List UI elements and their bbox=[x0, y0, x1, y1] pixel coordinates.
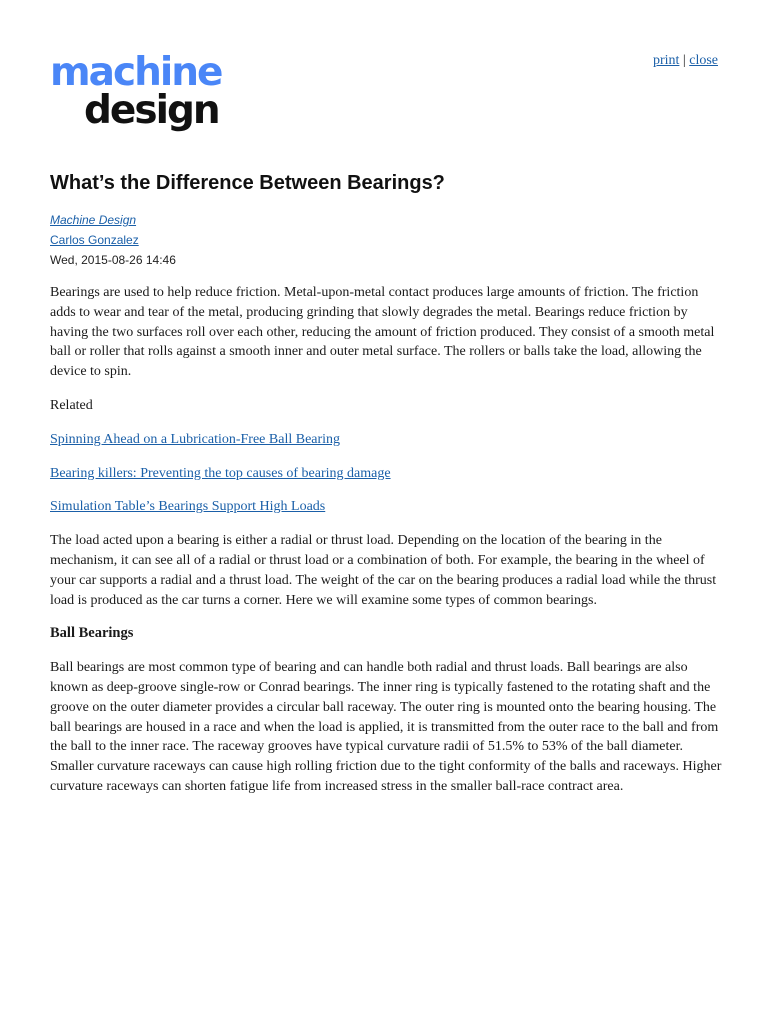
related-label: Related bbox=[50, 397, 93, 413]
related-item bbox=[50, 464, 722, 484]
logo-word-design: design bbox=[84, 88, 219, 133]
related-item bbox=[50, 430, 722, 450]
print-link[interactable]: print bbox=[652, 53, 680, 68]
machine-design-logo bbox=[50, 52, 220, 144]
load-paragraph: The load acted upon a bearing is either a radial or thrust load. Depending on the location of the bearing in the mechanism, it can see all of a radial or thrust load or a combination of both. For example, the bearing in the wheel of your car supports a radial and a thrust load. The weight of the car on the bearing produces a radial load while the thrust load is produced as the car turns a corner. Here we will examine some types of common bearings. bbox=[50, 533, 717, 608]
related-link-bearing-killers[interactable]: Bearing killers: Preventing the top causes of bearing damage bbox=[50, 465, 391, 481]
intro-paragraph: Bearings are used to help reduce friction. Metal-upon-metal contact produces large amounts of friction. The friction adds to wear and tear of the metal, producing grinding that slowly degrades the metal. Bearings reduce friction by having the two surfaces roll over each other, reducing the amount of friction produced. They consist of a smooth metal ball or roller that rolls against a smooth inner and outer metal surface. The rollers or balls take the load, allowing the device to spin. bbox=[50, 285, 715, 380]
print-close-links bbox=[653, 53, 718, 69]
publish-date: Wed, 2015-08-26 14:46 bbox=[50, 253, 176, 267]
source-link[interactable]: Machine Design bbox=[50, 213, 137, 227]
related-link-lubrication-free[interactable]: Spinning Ahead on a Lubrication-Free Ball Bearing bbox=[50, 431, 341, 447]
article-title: What’s the Difference Between Bearings? bbox=[50, 172, 445, 194]
article-body bbox=[50, 283, 722, 811]
section-heading-ball-bearings: Ball Bearings bbox=[50, 625, 134, 642]
article-meta bbox=[50, 210, 176, 270]
related-item bbox=[50, 497, 722, 517]
related-link-simulation-table[interactable]: Simulation Table’s Bearings Support High Loads bbox=[50, 499, 326, 515]
author-link[interactable]: Carlos Gonzalez bbox=[50, 233, 139, 247]
link-separator: | bbox=[682, 53, 686, 68]
close-link[interactable]: close bbox=[689, 53, 718, 68]
ball-bearings-paragraph: Ball bearings are most common type of bearing and can handle both radial and thrust loads. Ball bearings are also known as deep-groove single-row or Conrad bearings. The inner ring is typically fastened to the rotating shaft and the groove on the outer diameter provides a circular ball raceway. The outer ring is mounted onto the bearing housing. The ball bearings are housed in a race and when the load is applied, it is transmitted from the outer race to the ball and from the ball to the inner race. The raceway grooves have typical curvature radii of 51.5% to 53% of the ball diameter. Smaller curvature raceways can cause high rolling friction due to the tight conformity of the balls and raceways. Higher curvature raceways can shorten fatigue life from increased stress in the smaller ball-race contract area. bbox=[50, 660, 722, 794]
logo-word-machine: machine bbox=[50, 50, 222, 95]
